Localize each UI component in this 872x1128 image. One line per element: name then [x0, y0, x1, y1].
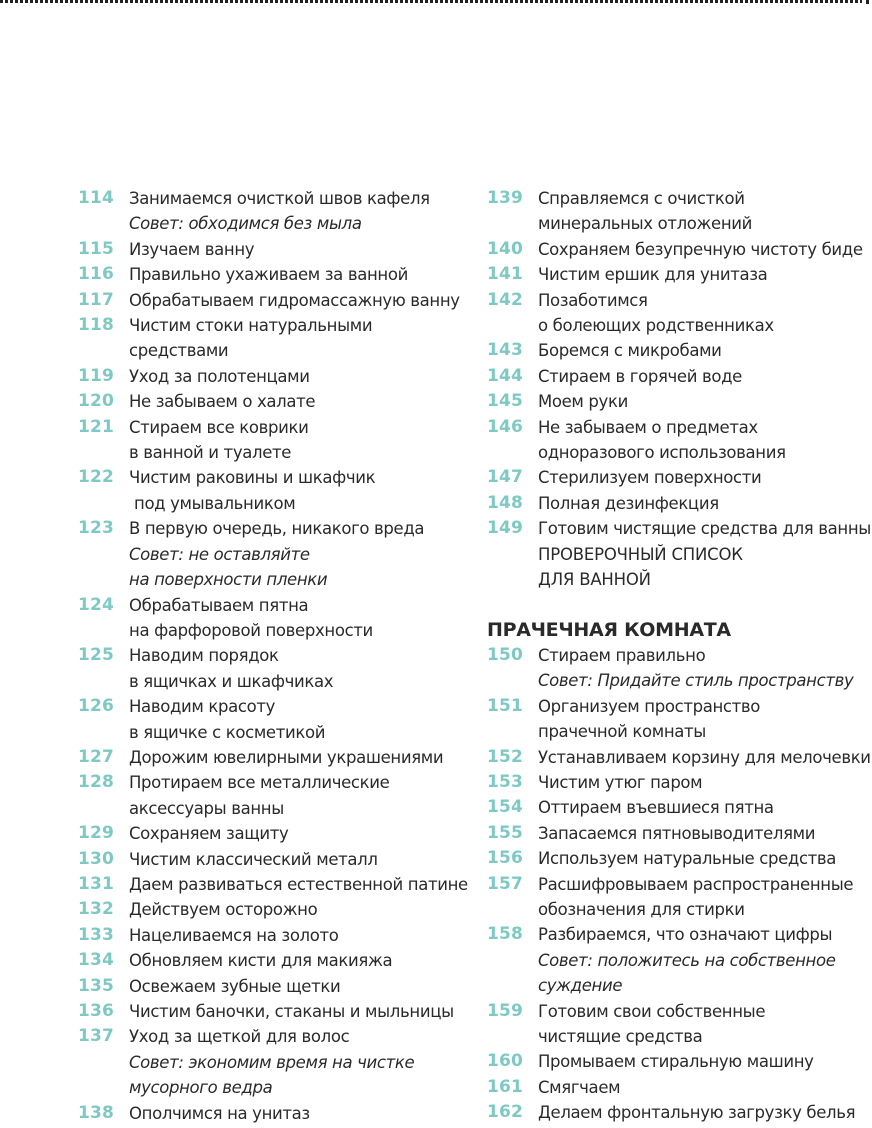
page-number: 120 — [78, 391, 115, 412]
entry-title-line: Запасаемся пятновыводителями — [538, 823, 816, 843]
entry-title — [538, 364, 872, 389]
toc-bathroom-entries — [487, 186, 872, 542]
entry-title — [129, 923, 473, 948]
toc-entry[interactable] — [487, 237, 872, 262]
entry-title-line: Протираем все металлические — [129, 773, 390, 793]
entry-title-line: Не забываем о предметах — [538, 417, 758, 437]
toc-laundry-entries — [487, 643, 872, 1126]
toc-entry[interactable] — [78, 745, 473, 770]
toc-entry[interactable] — [487, 465, 872, 490]
toc-entry[interactable] — [487, 516, 872, 541]
page-number: 147 — [487, 467, 524, 488]
entry-title-line: Используем натуральные средства — [538, 849, 837, 869]
toc-entry[interactable] — [487, 1049, 872, 1074]
entry-title — [129, 847, 473, 872]
entry-title — [129, 872, 473, 897]
toc-entry[interactable] — [487, 262, 872, 287]
page-number: 118 — [78, 315, 115, 336]
entry-title — [538, 262, 872, 287]
entry-title-line: Дорожим ювелирными украшениями — [129, 747, 444, 767]
toc-entry[interactable] — [487, 415, 872, 466]
toc-entry[interactable] — [487, 364, 872, 389]
checklist-line-1: ПРОВЕРОЧНЫЙ СПИСОК — [538, 544, 743, 564]
entry-title-line: в ванной и туалете — [129, 443, 292, 463]
entry-title-line: Готовим свои собственные — [538, 1001, 766, 1021]
entry-title — [538, 415, 872, 466]
entry-title-line: Нацеливаемся на золото — [129, 925, 339, 945]
toc-entry[interactable] — [78, 770, 473, 821]
entry-title — [538, 516, 872, 541]
section-title-laundry: ПРАЧЕЧНАЯ КОМНАТА — [487, 618, 731, 641]
toc-entry[interactable] — [78, 516, 473, 592]
toc-entry[interactable] — [78, 262, 473, 287]
toc-entry[interactable] — [78, 694, 473, 745]
entry-title — [538, 999, 872, 1050]
entry-title — [129, 999, 473, 1024]
page-number: 134 — [78, 950, 115, 971]
top-dotted-border — [0, 0, 862, 3]
entry-title-line: Смягчаем — [538, 1077, 621, 1097]
page-number: 148 — [487, 492, 524, 513]
entry-title — [538, 872, 872, 923]
page-number: 151 — [487, 695, 524, 716]
page-number: 128 — [78, 772, 115, 793]
toc-entry[interactable] — [487, 694, 872, 745]
page-number: 124 — [78, 594, 115, 615]
toc-entry[interactable] — [78, 237, 473, 262]
entry-tip-line: мусорного ведра — [129, 1078, 273, 1098]
entry-title — [538, 770, 872, 795]
page-number: 121 — [78, 416, 115, 437]
entry-title — [538, 338, 872, 363]
page-number: 133 — [78, 924, 115, 945]
entry-title — [129, 770, 473, 821]
entry-title — [538, 465, 872, 490]
entry-title-line: в ящичках и шкафчиках — [129, 671, 334, 691]
entry-title — [129, 1101, 473, 1126]
page-number: 136 — [78, 1001, 115, 1021]
toc-entry[interactable] — [487, 389, 872, 414]
toc-entry[interactable] — [78, 465, 473, 516]
entry-title-line: Чистим классический металл — [129, 849, 378, 869]
toc-entry[interactable] — [78, 948, 473, 973]
entry-title-line: Промываем стиральную машину — [538, 1052, 814, 1072]
page-number: 122 — [78, 467, 115, 488]
entry-title-line: Освежаем зубные щетки — [129, 976, 341, 996]
page-number: 139 — [487, 188, 524, 208]
entry-title-line: на фарфоровой поверхности — [129, 620, 373, 640]
page-number: 150 — [487, 644, 524, 665]
entry-title-line: Стираем все коврики — [129, 417, 309, 437]
entry-title-line: обозначения для стирки — [538, 899, 745, 919]
entry-title-line: Устанавливаем корзину для мелочевки — [538, 747, 871, 767]
toc-entry[interactable] — [487, 288, 872, 339]
entry-title-line: Чистим стоки натуральными — [129, 316, 373, 336]
entry-title — [129, 745, 473, 770]
entry-title-line: аксессуары ванны — [129, 798, 284, 818]
entry-title-line: Справляемся с очисткой — [538, 189, 745, 208]
entry-title — [129, 389, 473, 414]
entry-title — [129, 593, 473, 644]
page-number: 142 — [487, 289, 524, 310]
entry-title — [538, 237, 872, 262]
page-number: 135 — [78, 975, 115, 996]
entry-tip-line: Совет: обходимся без мыла — [129, 214, 362, 234]
page-number: 145 — [487, 391, 524, 412]
entry-title — [129, 288, 473, 313]
entry-title-line: Готовим чистящие средства для ванны — [538, 519, 871, 539]
page-number: 137 — [78, 1026, 115, 1047]
entry-title-line: Стираем в горячей воде — [538, 366, 742, 386]
entry-title-line: чистящие средства — [538, 1027, 703, 1046]
entry-title-line: Уход за щеткой для волос — [129, 1027, 350, 1047]
entry-title-line: Сохраняем защиту — [129, 824, 289, 844]
entry-title — [129, 516, 473, 592]
entry-title — [538, 288, 872, 339]
entry-title — [129, 364, 473, 389]
entry-title — [538, 795, 872, 820]
entry-title-line: Моем руки — [538, 392, 628, 412]
toc-entry[interactable] — [78, 186, 473, 237]
checklist-line-2: ДЛЯ ВАННОЙ — [538, 570, 651, 590]
toc-entry[interactable] — [487, 643, 872, 694]
page-number: 138 — [78, 1102, 115, 1123]
entry-title-line: Наводим порядок — [129, 646, 279, 666]
entry-title-line: Боремся с микробами — [538, 341, 722, 361]
entry-title — [538, 389, 872, 414]
page-number: 157 — [487, 873, 524, 894]
toc-entry[interactable] — [487, 1075, 872, 1100]
entry-title-line: Делаем фронтальную загрузку белья — [538, 1103, 856, 1123]
page-number: 132 — [78, 899, 115, 920]
toc-entry[interactable] — [78, 974, 473, 999]
entry-title — [129, 465, 473, 516]
entry-title — [538, 186, 872, 237]
entry-title — [538, 491, 872, 516]
entry-title-line: Полная дезинфекция — [538, 493, 719, 513]
page-number: 123 — [78, 518, 115, 539]
page-number: 141 — [487, 264, 524, 285]
toc-left-column — [78, 186, 473, 1126]
page-number: 131 — [78, 873, 115, 894]
page-number: 154 — [487, 797, 524, 818]
entry-title — [129, 237, 473, 262]
toc-entry[interactable] — [487, 795, 872, 820]
entry-tip-line: Совет: не оставляйте — [129, 544, 310, 564]
entry-title-line: Уход за полотенцами — [129, 366, 310, 386]
entry-title — [129, 643, 473, 694]
toc-entry[interactable] — [487, 338, 872, 363]
toc-entry[interactable] — [78, 897, 473, 922]
page-number: 115 — [78, 238, 115, 259]
page-number: 152 — [487, 746, 524, 767]
entry-tip-line: суждение — [538, 976, 623, 996]
toc-entry[interactable] — [78, 999, 473, 1024]
page-number: 149 — [487, 518, 524, 539]
page-number: 159 — [487, 1000, 524, 1021]
toc-entry[interactable] — [78, 593, 473, 644]
entry-tip-line: Совет: Придайте стиль пространству — [538, 671, 854, 691]
entry-title-line: прачечной комнаты — [538, 722, 706, 742]
entry-title — [129, 186, 473, 237]
page-number: 140 — [487, 238, 524, 259]
entry-title — [129, 821, 473, 846]
entry-title-line: Действуем осторожно — [129, 900, 318, 920]
toc-entry[interactable] — [78, 847, 473, 872]
page-number: 160 — [487, 1051, 524, 1072]
page-number: 127 — [78, 746, 115, 767]
page-number: 129 — [78, 823, 115, 844]
toc-entry[interactable] — [487, 1100, 872, 1125]
entry-title-line: Чистим раковины и шкафчик — [129, 468, 376, 488]
toc-entry[interactable] — [78, 288, 473, 313]
entry-title — [129, 694, 473, 745]
entry-title — [129, 415, 473, 466]
entry-title-line: Организуем пространство — [538, 696, 760, 716]
page-number: 146 — [487, 416, 524, 437]
entry-title-line: Позаботимся — [538, 290, 648, 310]
entry-title — [129, 1024, 473, 1100]
entry-title-line: под умывальником — [134, 493, 296, 513]
entry-tip-line: на поверхности пленки — [129, 570, 328, 590]
toc-entry[interactable] — [487, 999, 872, 1050]
entry-title — [129, 897, 473, 922]
toc-entry[interactable] — [78, 872, 473, 897]
page-number: 117 — [78, 289, 115, 310]
entry-title-line: Наводим красоту — [129, 697, 276, 717]
entry-title-line: Изучаем ванну — [129, 239, 255, 259]
page-number: 126 — [78, 696, 115, 717]
entry-title-line: Стерилизуем поверхности — [538, 468, 762, 488]
entry-title-line: Чистим баночки, стаканы и мыльницы — [129, 1002, 454, 1021]
toc-entry[interactable] — [487, 821, 872, 846]
entry-title-line: Обновляем кисти для макияжа — [129, 951, 393, 971]
entry-title — [129, 262, 473, 287]
entry-tip-line: Совет: экономим время на чистке — [129, 1052, 415, 1072]
page-number: 125 — [78, 645, 115, 666]
entry-title — [129, 948, 473, 973]
entry-title — [538, 922, 872, 998]
entry-title-line: Чистим ершик для унитаза — [538, 265, 768, 285]
page-number: 119 — [78, 365, 115, 386]
toc-entry[interactable] — [78, 1024, 473, 1100]
entry-tip-line: Совет: положитесь на собственное — [538, 950, 836, 970]
toc-entry[interactable] — [487, 846, 872, 871]
page-number: 144 — [487, 365, 524, 386]
toc-entry[interactable] — [487, 186, 872, 237]
entry-title — [129, 313, 473, 364]
entry-title-line: Оттираем въевшиеся пятна — [538, 798, 774, 818]
entry-title — [129, 974, 473, 999]
toc-entry[interactable] — [78, 364, 473, 389]
entry-title — [538, 694, 872, 745]
toc-entry[interactable] — [487, 922, 872, 998]
toc-entry[interactable] — [78, 923, 473, 948]
entry-title-line: В первую очередь, никакого вреда — [129, 519, 425, 539]
toc-entry[interactable] — [78, 389, 473, 414]
entry-title — [538, 1049, 872, 1074]
toc-entry[interactable] — [487, 745, 872, 770]
entry-title-line: Расшифровываем распространенные — [538, 874, 854, 894]
toc-entry[interactable] — [78, 821, 473, 846]
page-number: 158 — [487, 924, 524, 945]
entry-title — [538, 1075, 872, 1100]
page-number: 155 — [487, 822, 524, 843]
entry-title-line: средствами — [129, 341, 229, 361]
entry-title-line: в ящичке с косметикой — [129, 722, 326, 742]
entry-title-line: Даем развиваться естественной патине — [129, 874, 468, 894]
entry-title-line: Разбираемся, что означают цифры — [538, 925, 833, 945]
entry-title — [538, 821, 872, 846]
toc-right-column — [487, 186, 872, 1126]
page-number: 130 — [78, 848, 115, 869]
entry-title-line: Не забываем о халате — [129, 392, 316, 412]
page-number: 162 — [487, 1102, 524, 1123]
entry-title-line: Чистим утюг паром — [538, 772, 703, 792]
entry-title-line: Обрабатываем пятна — [129, 595, 309, 615]
page-number: 114 — [78, 188, 115, 208]
entry-title-line: Сохраняем безупречную чистоту биде — [538, 239, 863, 259]
page-number: 156 — [487, 848, 524, 869]
toc-entry[interactable] — [78, 643, 473, 694]
entry-title-line: Занимаемся очисткой швов кафеля — [129, 189, 430, 208]
entry-title-line: Правильно ухаживаем за ванной — [129, 265, 408, 285]
toc-entry[interactable] — [78, 313, 473, 364]
page-number: 116 — [78, 264, 115, 285]
toc-entry[interactable] — [78, 1101, 473, 1126]
page-number: 161 — [487, 1076, 524, 1097]
top-border-end-mark — [866, 0, 869, 4]
page-number: 153 — [487, 771, 524, 792]
toc-entry[interactable] — [487, 872, 872, 923]
entry-title-line: одноразового использования — [538, 443, 786, 463]
toc-entry[interactable] — [487, 491, 872, 516]
entry-title-line: Ополчимся на унитаз — [129, 1103, 310, 1123]
entry-title — [538, 1100, 872, 1125]
bathroom-checklist-link[interactable] — [487, 542, 872, 593]
entry-title — [538, 745, 872, 770]
entry-title-line: Обрабатываем гидромассажную ванну — [129, 290, 460, 310]
entry-title — [538, 643, 872, 694]
page-number: 143 — [487, 340, 524, 361]
entry-title-line: минеральных отложений — [538, 214, 753, 234]
entry-title-line: Стираем правильно — [538, 645, 706, 665]
toc-entry[interactable] — [487, 770, 872, 795]
entry-title-line: о болеющих родственниках — [538, 316, 774, 336]
entry-title — [538, 846, 872, 871]
toc-entry[interactable] — [78, 415, 473, 466]
